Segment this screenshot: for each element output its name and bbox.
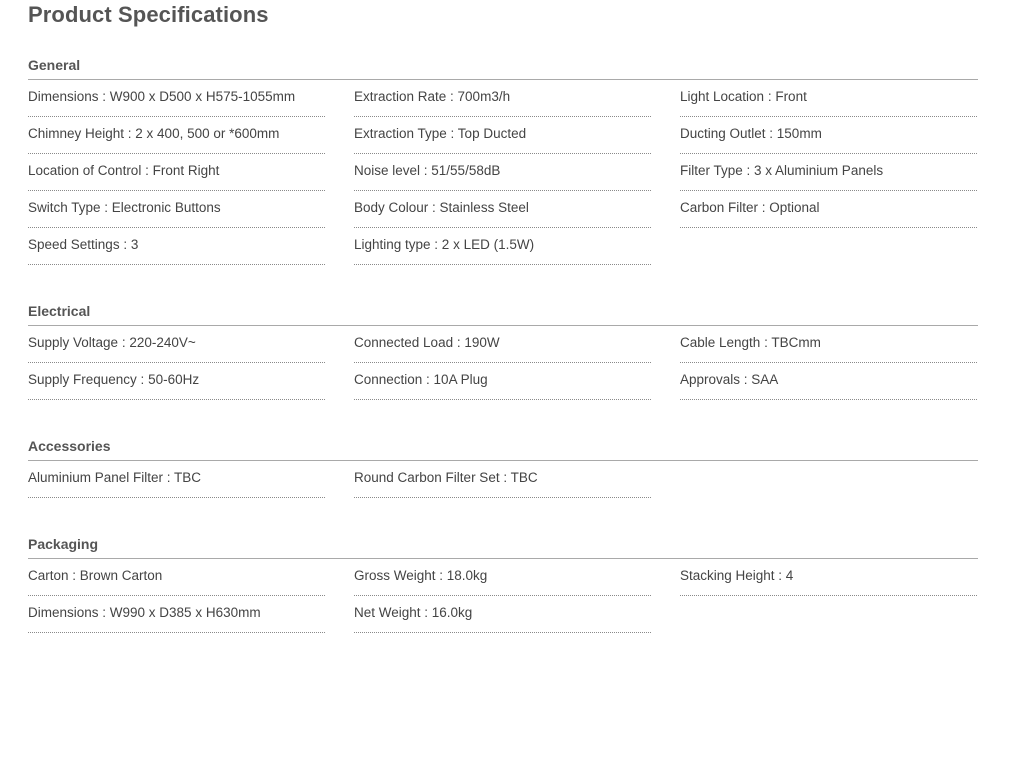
section-title: Accessories	[28, 434, 978, 461]
spec-item: Net Weight : 16.0kg	[354, 596, 651, 633]
spec-item: Switch Type : Electronic Buttons	[28, 191, 325, 228]
section-title: Electrical	[28, 299, 978, 326]
spec-item: Ducting Outlet : 150mm	[680, 117, 977, 154]
spec-item: Carbon Filter : Optional	[680, 191, 977, 228]
spec-item: Round Carbon Filter Set : TBC	[354, 461, 651, 498]
section-title: General	[28, 53, 978, 80]
spec-item: Chimney Height : 2 x 400, 500 or *600mm	[28, 117, 325, 154]
spec-grid	[28, 559, 978, 759]
spec-item: Gross Weight : 18.0kg	[354, 559, 651, 596]
spec-item: Extraction Rate : 700m3/h	[354, 80, 651, 117]
spec-item: Stacking Height : 4	[680, 559, 977, 596]
section-general	[28, 53, 978, 280]
spec-item: Body Colour : Stainless Steel	[354, 191, 651, 228]
spec-item: Light Location : Front	[680, 80, 977, 117]
spec-grid	[28, 80, 978, 280]
spec-item: Approvals : SAA	[680, 363, 977, 400]
spec-item: Cable Length : TBCmm	[680, 326, 977, 363]
spec-item: Supply Frequency : 50-60Hz	[28, 363, 325, 400]
spec-item: Speed Settings : 3	[28, 228, 325, 265]
spec-item: Aluminium Panel Filter : TBC	[28, 461, 325, 498]
spec-item: Noise level : 51/55/58dB	[354, 154, 651, 191]
spec-item: Connected Load : 190W	[354, 326, 651, 363]
spec-item: Extraction Type : Top Ducted	[354, 117, 651, 154]
spec-item: Location of Control : Front Right	[28, 154, 325, 191]
spec-item: Supply Voltage : 220-240V~	[28, 326, 325, 363]
page-title: Product Specifications	[28, 2, 269, 27]
spec-item: Dimensions : W990 x D385 x H630mm	[28, 596, 325, 633]
spec-item: Carton : Brown Carton	[28, 559, 325, 596]
spec-item: Lighting type : 2 x LED (1.5W)	[354, 228, 651, 265]
spec-item: Connection : 10A Plug	[354, 363, 651, 400]
section-packaging	[28, 532, 978, 759]
spec-item: Dimensions : W900 x D500 x H575-1055mm	[28, 80, 325, 117]
spec-item: Filter Type : 3 x Aluminium Panels	[680, 154, 977, 191]
section-title: Packaging	[28, 532, 978, 559]
